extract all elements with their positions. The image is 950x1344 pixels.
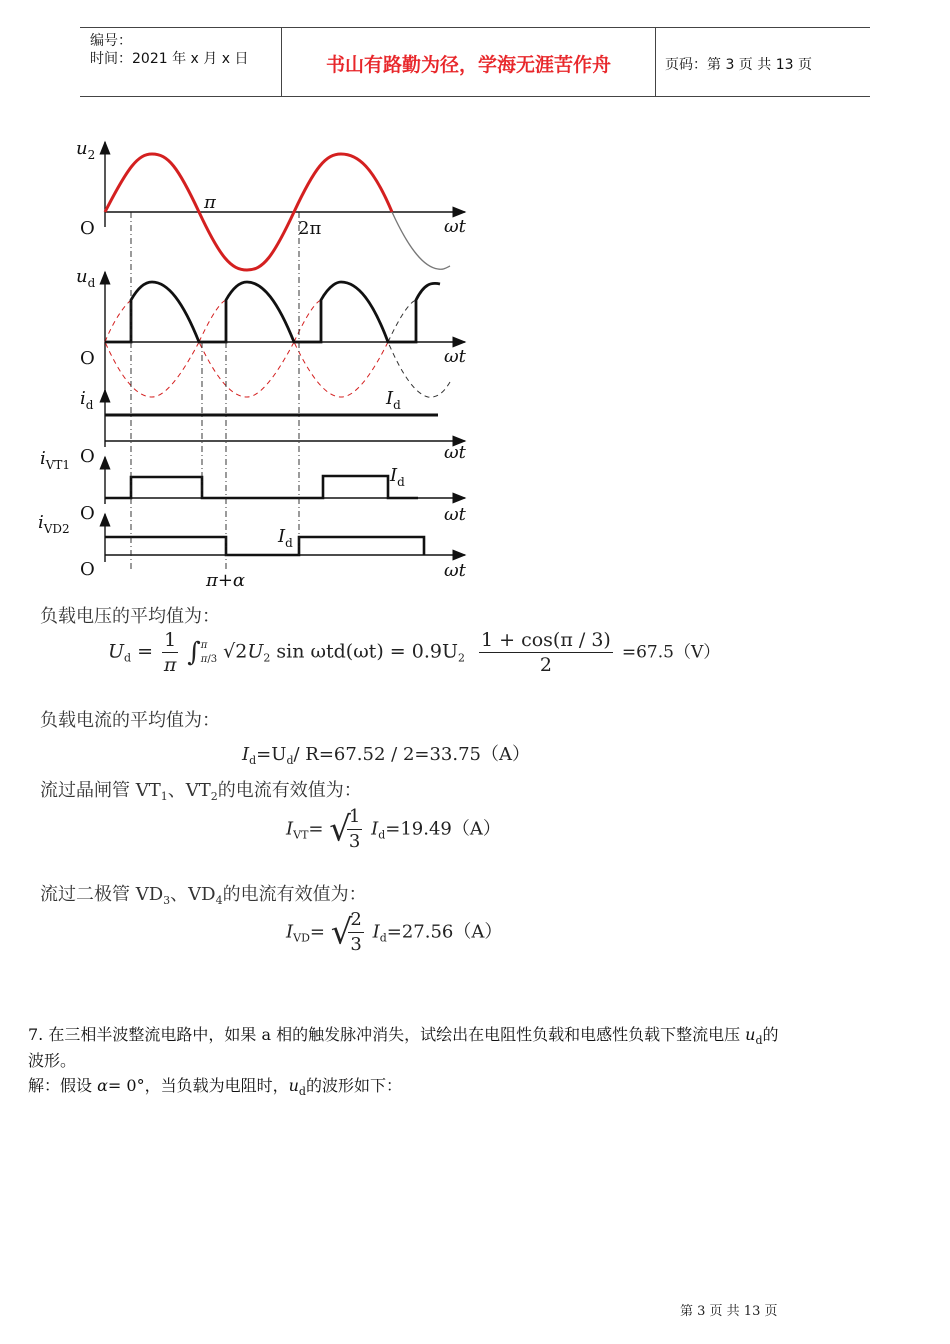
origin-label: O (80, 348, 95, 369)
header-divider (655, 28, 656, 96)
ivt1-sub: VT1 (45, 458, 71, 472)
u2-sub: 2 (87, 148, 96, 162)
eq-id-rest: / R=67.52 / 2=33.75（A） (293, 744, 531, 765)
ud-label: u (76, 266, 88, 287)
svg-text:u2 (76, 138, 95, 162)
eq-ivt-result: =19.49（A） (385, 818, 501, 840)
vd-heading-a: 流过二极管 VD (40, 884, 164, 905)
Id-label: I (386, 388, 394, 409)
ud-red-dashed (105, 300, 388, 397)
two-pi-label: 2π (298, 218, 322, 239)
equation-ivt: $I_{VT}=$ √ $\frac{1}{3}$ $I_d=19.49(A)$ (286, 806, 501, 852)
Id-label: I (278, 526, 286, 547)
origin-label: O (80, 218, 95, 239)
equation-ivd: $I_{VD}=$ √ $\frac{2}{3}$ $I_d=27.56(A)$ (286, 909, 503, 955)
eq-ud-sub: d (124, 651, 132, 665)
wt-label: ωt (444, 216, 466, 237)
svg-text:Id (385, 388, 401, 412)
vt-heading-a: 流过晶闸管 VT (40, 780, 161, 801)
vt-heading-c: 的电流有效值为： (217, 780, 362, 801)
svg-text:iVT1 (40, 448, 70, 472)
eq-ivd-result: =27.56（A） (386, 921, 503, 943)
svg-text:id (80, 388, 94, 412)
ivd2-sub: VD2 (43, 522, 70, 536)
question-7-line2: 波形。 (28, 1051, 77, 1070)
equation-id: $I_d=U_d/$ R=67.52 / 2=33.75（A） (242, 744, 531, 767)
vd-heading-c: 的电流有效值为： (222, 884, 367, 905)
header-left (90, 32, 248, 68)
page-label: 页码：第 3 页 共 13 页 (665, 57, 812, 73)
eq-ud-numerator: 1 + cos(π / 3) (481, 629, 611, 651)
wt-label: ωt (444, 504, 466, 525)
svg-text:iVD2 (38, 512, 70, 536)
u2-grey-tail (392, 212, 450, 269)
origin-label: O (80, 503, 95, 524)
id-label: i (80, 388, 86, 409)
guide-lines (131, 212, 299, 572)
Id-label: I (390, 465, 398, 486)
question-7-line1: 7. 在三相半波整流电路中，如果 a 相的触发脉冲消失，试绘出在电阻性负载和电感性负载下整流电压 $u_d$的 (28, 1025, 779, 1047)
Id-sub: d (397, 475, 405, 489)
page-header (80, 27, 870, 97)
vt-heading-b: 、VT (167, 780, 211, 801)
svg-text:ud (76, 266, 96, 290)
answer-c: 的波形如下： (305, 1076, 402, 1095)
load-voltage-heading: 负载电压的平均值为： (40, 606, 220, 627)
header-motto: 书山有路勤为径，学海无涯苦作舟 (325, 54, 611, 76)
time-label: 时间：2021 年 x 月 x 日 (90, 51, 249, 67)
ivd2-label: i (38, 512, 44, 533)
vd-current-heading: 流过二极管 $VD_3$、$VD_4$的电流有效值为： (40, 884, 367, 907)
wt-label: ωt (444, 346, 466, 367)
ivt1-wave (105, 476, 418, 498)
vt-current-heading: 流过晶闸管 $VT_1$、$VT_2$的电流有效值为： (40, 780, 362, 803)
origin-label: O (80, 559, 95, 580)
eq-ud-denominator: 2 (539, 654, 552, 676)
eq-ud-result: =67.5（V） (621, 642, 721, 663)
wt-label: ωt (444, 442, 466, 463)
ivd2-wave (105, 537, 424, 555)
answer-a: 解：假设 (28, 1076, 98, 1095)
pi-alpha-label: π+α (206, 570, 246, 591)
answer-line: 解：假设 α= 0°，当负载为电阻时，$u_d$的波形如下： (28, 1076, 402, 1098)
id-sub: d (85, 398, 94, 412)
eq-ud-mid: sin ωtd(ωt) = 0.9U (270, 640, 458, 663)
eq-ud-mid-sub: 2 (457, 651, 465, 665)
Id-sub: d (285, 536, 293, 550)
waveform-figure (28, 132, 478, 597)
eq-id-eq: =U (256, 744, 287, 765)
ivt1-label: i (40, 448, 46, 469)
answer-b: = 0°，当负载为电阻时， (107, 1076, 289, 1095)
ud-grey-dashed (388, 300, 450, 397)
ud-black-wave (105, 282, 440, 342)
number-label: 编号： (90, 33, 132, 49)
svg-text:Id (277, 526, 293, 550)
page-footer: 第 3 页 共 13 页 (680, 1304, 778, 1319)
equation-ud: $U_d$ = $\frac{1}{\pi}$ ∫π π/3 $√2U_2$ $\sin \omega td(\omega t) = 0.9U_2$ $\frac{1 + \cos(\pi / 3)}{2}$ =67.5（V） (108, 629, 721, 676)
Id-sub: d (393, 398, 401, 412)
wt-label: ωt (444, 560, 466, 581)
origin-label: O (80, 446, 95, 467)
load-current-heading: 负载电流的平均值为： (40, 710, 220, 731)
q7-text: 7. 在三相半波整流电路中，如果 a 相的触发脉冲消失，试绘出在电阻性负载和电感性负载下整流电压 (28, 1025, 741, 1044)
vd-heading-b: 、VD (170, 884, 216, 905)
svg-text:Id (389, 465, 405, 489)
eq-ud-symbol: U (108, 640, 125, 663)
ud-sub: d (87, 276, 96, 290)
u2-label: u (76, 138, 88, 159)
pi-label: π (204, 192, 216, 213)
